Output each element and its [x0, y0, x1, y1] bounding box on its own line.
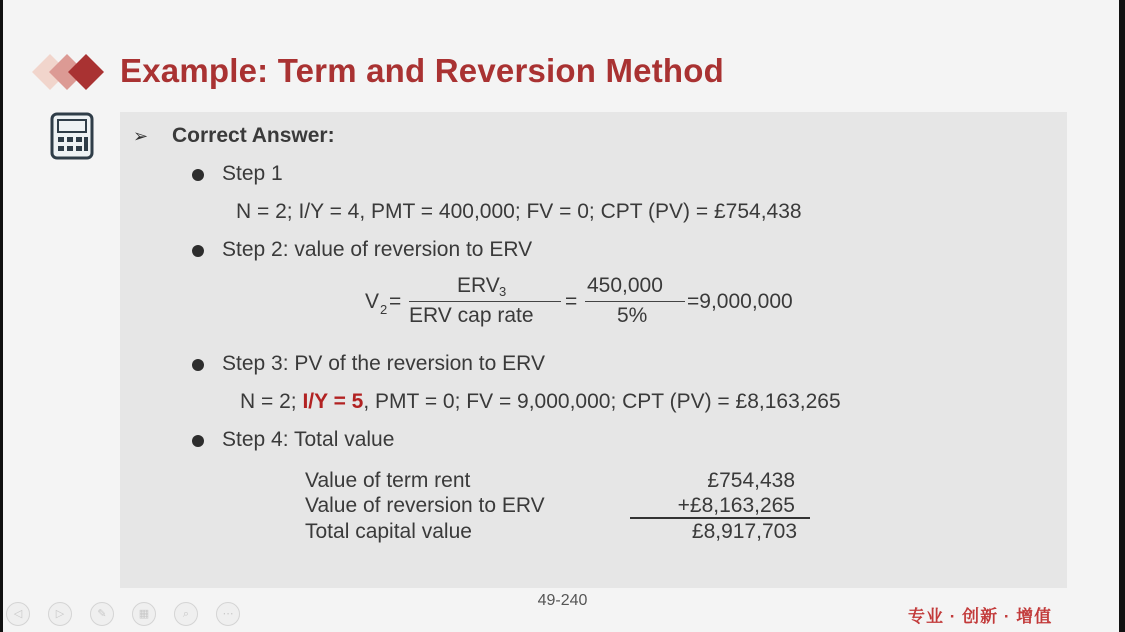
content-panel	[120, 112, 1067, 588]
step-4-label: Step 4: Total value	[222, 428, 395, 451]
formula-numerator-1: ERV	[457, 274, 500, 297]
formula-numerator-2: 450,000	[587, 274, 663, 297]
brand-slogan: 专业 · 创新 · 增值	[908, 607, 1053, 626]
pen-icon[interactable]: ✎	[90, 602, 114, 626]
slides-icon[interactable]: ▦	[132, 602, 156, 626]
step-3-text-before: N = 2;	[240, 390, 303, 413]
formula-equals-2: =	[565, 290, 578, 313]
formula-lhs-subscript: 2	[380, 302, 388, 317]
table-row-value: £8,917,703	[691, 520, 797, 543]
bullet-dot-icon	[192, 435, 204, 447]
step-2-label: Step 2: value of reversion to ERV	[222, 238, 533, 261]
diamond-decoration-icon	[30, 52, 110, 92]
zoom-icon[interactable]: ⌕	[174, 602, 198, 626]
table-row-value: +£8,163,265	[677, 494, 795, 517]
table-row-label: Value of term rent	[305, 469, 471, 492]
step-1-label: Step 1	[222, 162, 283, 185]
step-1-calculation: N = 2; I/Y = 4, PMT = 400,000; FV = 0; CPT (PV) = £754,438	[236, 200, 802, 223]
window-frame-right	[1119, 0, 1125, 632]
step-3-highlight: I/Y = 5	[302, 390, 364, 413]
arrow-bullet-icon: ➢	[133, 126, 149, 146]
slide-title: Example: Term and Reversion Method	[120, 52, 724, 89]
more-icon[interactable]: ⋯	[216, 602, 240, 626]
table-row-label: Total capital value	[305, 520, 472, 543]
formula-denominator-2: 5%	[617, 304, 648, 327]
bullet-dot-icon	[192, 245, 204, 257]
fraction-bar-2	[585, 301, 685, 302]
reversion-formula	[365, 272, 825, 332]
formula-result: =9,000,000	[687, 290, 793, 313]
prev-icon[interactable]: ◁	[6, 602, 30, 626]
next-icon[interactable]: ▷	[48, 602, 72, 626]
formula-numerator-1-subscript: 3	[499, 284, 507, 299]
calculator-icon	[50, 112, 94, 160]
step-3-text-after: , PMT = 0; FV = 9,000,000; CPT (PV) = £8,163,265	[363, 390, 841, 413]
bullet-dot-icon	[192, 359, 204, 371]
window-frame-left	[0, 0, 3, 632]
page-number: 49-240	[537, 592, 588, 609]
fraction-bar-1	[409, 301, 561, 302]
sum-underline	[630, 517, 810, 519]
step-3-calculation	[240, 390, 841, 414]
step-3-label: Step 3: PV of the reversion to ERV	[222, 352, 545, 375]
formula-equals-1: =	[389, 290, 402, 313]
bullet-dot-icon	[192, 169, 204, 181]
formula-lhs: V	[365, 290, 380, 313]
answer-heading: Correct Answer:	[172, 124, 335, 147]
table-row-label: Value of reversion to ERV	[305, 494, 545, 517]
table-row-value: £754,438	[707, 469, 795, 492]
formula-denominator-1: ERV cap rate	[409, 304, 534, 327]
